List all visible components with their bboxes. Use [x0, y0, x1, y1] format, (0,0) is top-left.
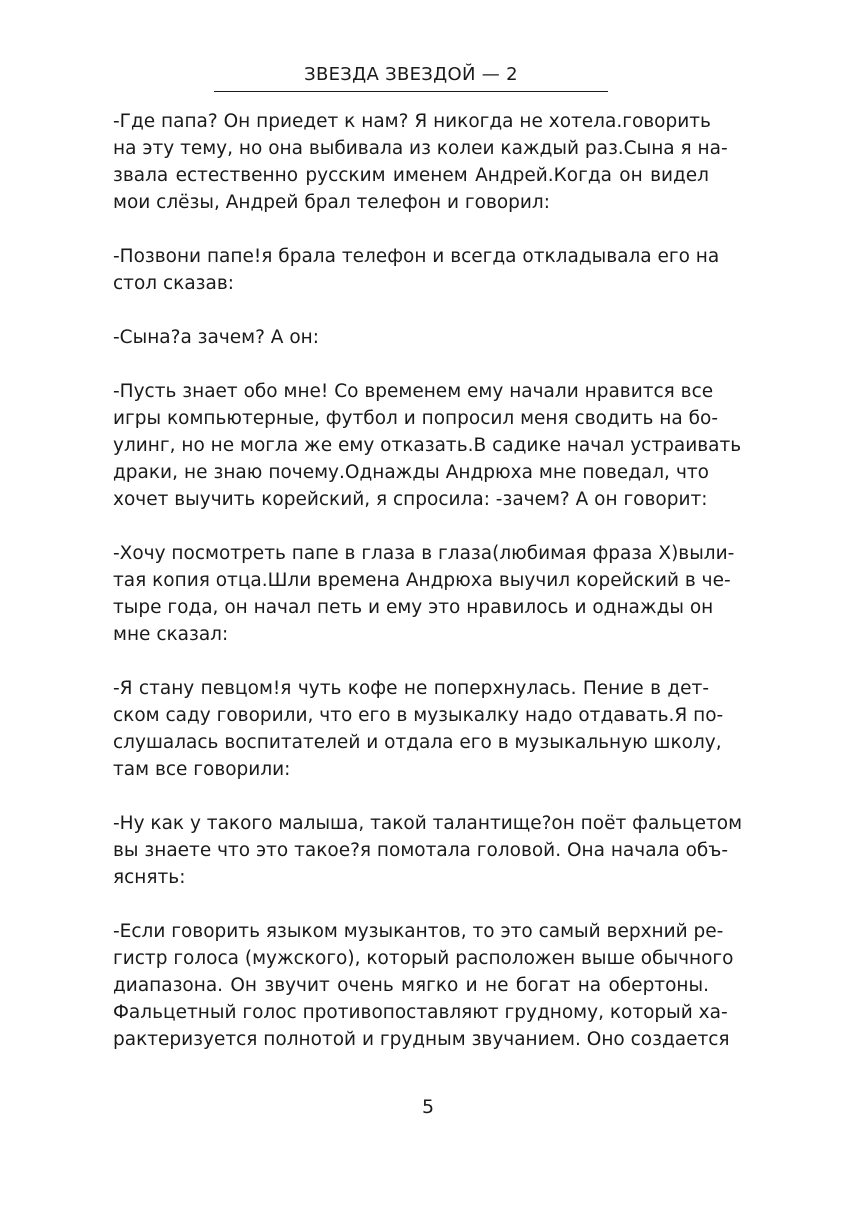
- page-number: 5: [421, 1096, 435, 1118]
- paragraph: [113, 675, 724, 783]
- body-text: [113, 108, 743, 1080]
- paragraph: [113, 918, 734, 1053]
- text-line: -Хочу посмотреть папе в глаза в глаза(любимая фраза Х)выли-: [113, 543, 735, 564]
- text-line: рактеризуется полнотой и грудным звучанием. Оно создается: [113, 1029, 730, 1050]
- text-line: тыре года, он начал петь и ему это нравилось и однажды он: [113, 597, 714, 618]
- paragraph: [113, 540, 735, 648]
- paragraph: [113, 243, 720, 297]
- text-line: -Сына?а зачем? А он:: [113, 327, 319, 348]
- text-line: на эту тему, но она выбивала из колеи каждый раз.Сына я на-: [113, 138, 728, 159]
- text-line: звала естественно русским именем Андрей.Когда он видел: [113, 165, 709, 186]
- text-line: -Если говорить языком музыкантов, то это самый верхний ре-: [113, 921, 724, 942]
- running-header-title: ЗВЕЗДА ЗВЕЗДОЙ — 2: [304, 64, 518, 85]
- paragraph: [113, 108, 728, 216]
- paragraph: [113, 810, 743, 891]
- text-line: там все говорили:: [113, 759, 291, 780]
- text-line: игры компьютерные, футбол и попросил меня сводить на бо-: [113, 408, 719, 429]
- text-line: -Ну как у такого малыша, такой талантище?он поёт фальцетом: [113, 813, 743, 834]
- text-line: -Пусть знает обо мне! Со временем ему начали нравится все: [113, 381, 714, 402]
- text-line: Фальцетный голос противопоставляют грудному, который ха-: [113, 1002, 728, 1023]
- text-line: диапазона. Он звучит очень мягко и не богат на обертоны.: [113, 975, 709, 996]
- header-divider: [214, 91, 608, 92]
- text-line: хочет выучить корейский, я спросила: -зачем? А он говорит:: [113, 489, 708, 510]
- paragraph: [113, 378, 742, 513]
- text-line: -Где папа? Он приедет к нам? Я никогда не хотела.говорить: [113, 111, 711, 132]
- paragraph: [113, 324, 709, 351]
- text-line: вы знаете что это такое?я помотала головой. Она начала объ-: [113, 840, 729, 861]
- text-line: ском саду говорили, что его в музыкалку надо отдавать.Я по-: [113, 705, 724, 726]
- text-line: мои слёзы, Андрей брал телефон и говорил:: [113, 192, 550, 213]
- text-line: гистр голоса (мужского), который расположен выше обычного: [113, 948, 734, 969]
- text-line: -Я стану певцом!я чуть кофе не поперхнулась. Пение в дет-: [113, 678, 709, 699]
- text-line: -Позвони папе!я брала телефон и всегда откладывала его на: [113, 246, 720, 267]
- text-line: улинг, но не могла же ему отказать.В садике начал устраивать: [113, 435, 742, 456]
- text-line: слушалась воспитателей и отдала его в музыкальную школу,: [113, 732, 722, 753]
- text-line: яснять:: [113, 867, 186, 888]
- text-line: драки, не знаю почему.Однажды Андрюха мне поведал, что: [113, 462, 709, 483]
- text-line: тая копия отца.Шли времена Андрюха выучил корейский в че-: [113, 570, 731, 591]
- text-line: мне сказал:: [113, 624, 229, 645]
- text-line: стол сказав:: [113, 273, 234, 294]
